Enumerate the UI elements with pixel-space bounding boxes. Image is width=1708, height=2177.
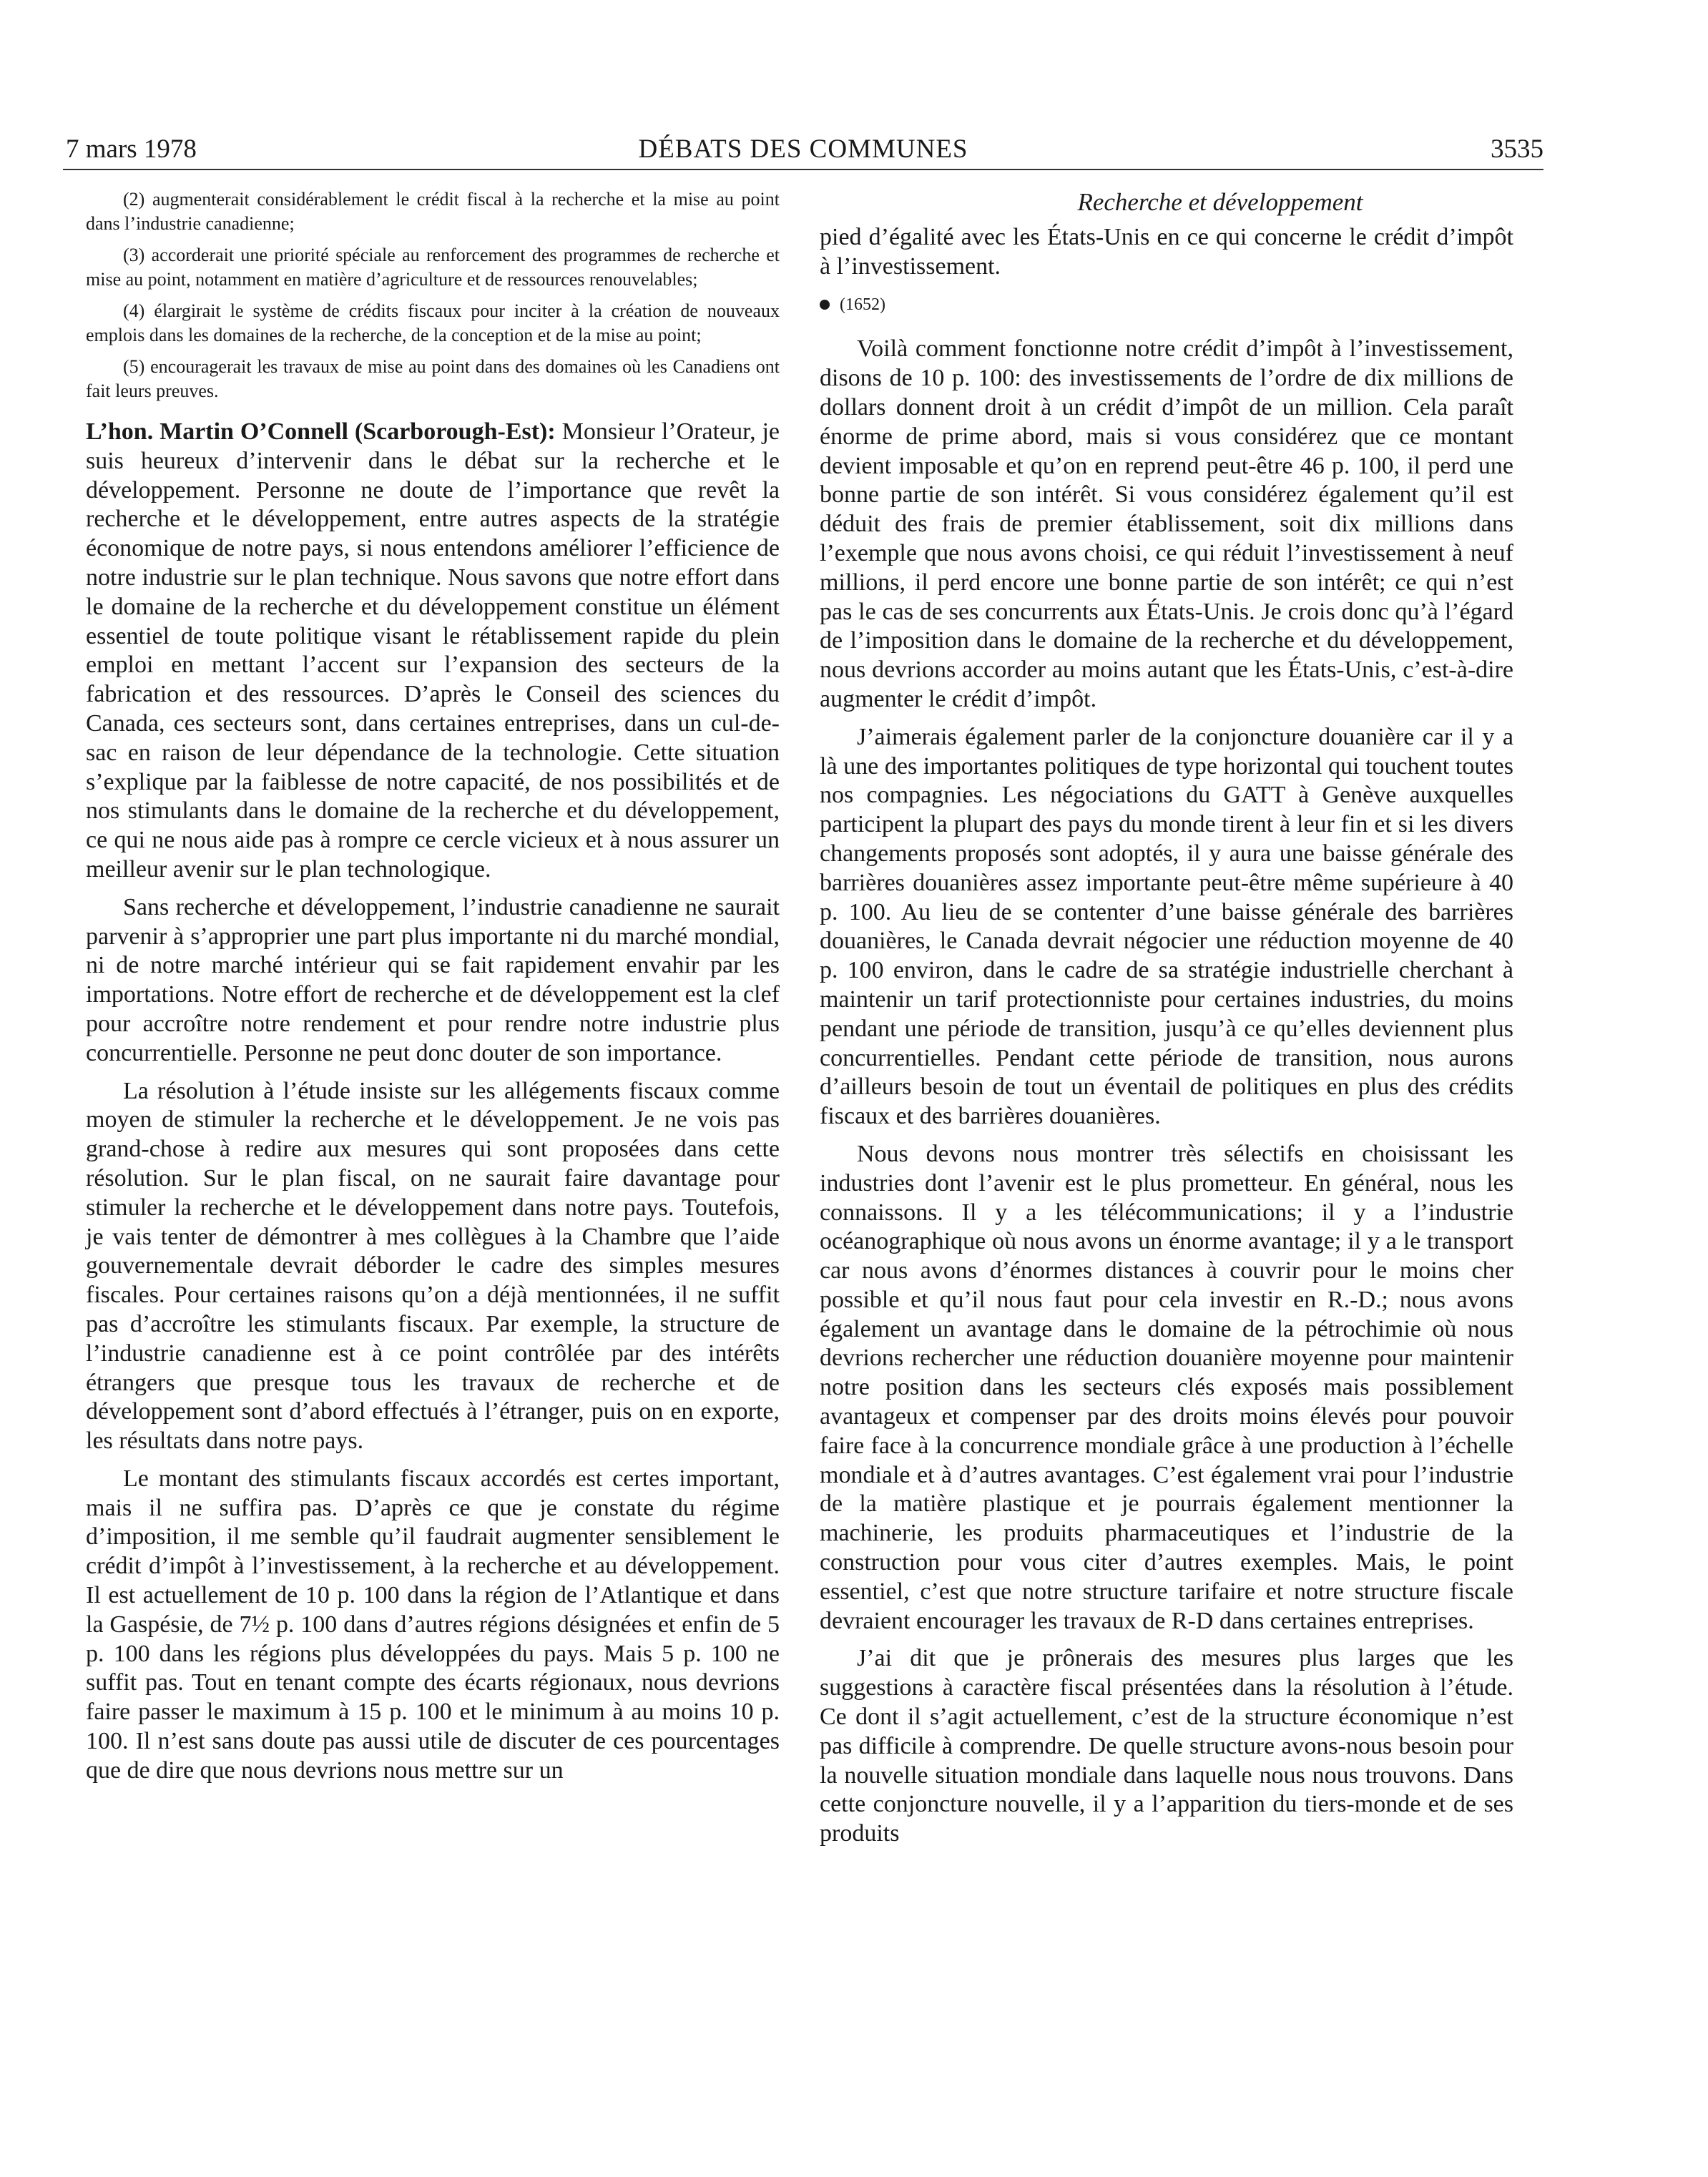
speech-left: [86, 418, 780, 1786]
speech-paragraph: J’aimerais également parler de la conjoncture douanière car il y a là une des importantes politiques de type horizontal qui touchent toutes nos compagnies. Les négociations du GATT à Genève auxquelles participent la plupart des pays du monde tirent à leur fin et si les divers changements proposés sont adoptés, il y aura une baisse générale des barrières douanières assez importante peut-être même supérieure à 40 p. 100. Au lieu de se contenter d’une baisse générale des barrières douanières, le Canada devrait négocier une réduction moyenne de 40 p. 100 environ, dans le cadre de sa stratégie industrielle cherchant à maintenir un tarif protectionniste pour certaines industries, du moins pendant une période de transition, jusqu’à ce qu’elles deviennent plus concurrentielles. Pendant cette période de transition, nous aurons d’ailleurs besoin de tout un éventail de politiques en plus des crédits fiscaux et des barrières douanières.: [820, 723, 1513, 1130]
speech-continuation: pied d’égalité avec les États-Unis en ce qui concerne le crédit d’impôt à l’investissement.: [820, 224, 1513, 280]
speech-right: [820, 223, 1513, 1849]
subject-heading: Recherche et développement: [1077, 188, 1363, 216]
speech-paragraph: Le montant des stimulants fiscaux accordés est certes important, mais il ne suffira pas. D’après ce que je constate du régime d’imposition, il me semble qu’il faudrait augmenter sensiblement le crédit d’impôt à l’investissement, à la recherche et au développement. Il est actuellement de 10 p. 100 dans la région de l’Atlantique et dans la Gaspésie, de 7½ p. 100 dans d’autres régions désignées et enfin de 5 p. 100 dans les régions plus développées du pays. Mais 5 p. 100 ne suffit pas. Tout en tenant compte des écarts régionaux, nous devrions faire passer le maximum à 15 p. 100 et le minimum à au moins 10 p. 100. Il n’est sans doute pas aussi utile de discuter de ces pourcentages que de dire que nous devrions nous mettre sur un: [86, 1465, 780, 1784]
page-number: 3535: [1491, 134, 1543, 164]
motion-item: (5) encouragerait les travaux de mise au point dans des domaines où les Canadiens ont fait leurs preuves.: [86, 356, 780, 401]
timestamp: [820, 290, 1513, 320]
speaker-name: L’hon. Martin O’Connell (Scarborough-Est):: [86, 418, 556, 445]
motion-list: [86, 187, 780, 403]
left-column: [86, 187, 780, 1794]
speech-paragraph: Nous devons nous montrer très sélectifs en choisissant les industries dont l’avenir est le plus prometteur. En général, nous les connaissons. Il y a les télécommunications; il y a l’industrie océanographique où nous avons un énorme avantage; il y a le transport car nous avons d’énormes distances à couvrir pour le moins cher possible et qu’il nous faut pour cela investir en R.-D.; nous avons également un avantage dans le domaine de la pétrochimie où nous devrions rechercher une réduction douanière moyenne pour maintenir notre position dans les secteurs clés exposés mais possiblement avantageux et compenser par des droits moins élevés pour pouvoir faire face à la concurrence mondiale grâce à une production à l’échelle mondiale et à d’autres avantages. C’est également vrai pour l’industrie de la matière plastique et je pourrais également mentionner la machinerie, les produits pharmaceutiques et l’industrie de la construction pour vous citer d’autres exemples. Mais, le point essentiel, c’est que notre structure tarifaire et notre structure fiscale devraient encourager les travaux de R-D dans certaines entreprises.: [820, 1140, 1513, 1634]
timestamp-text: (1652): [840, 295, 885, 314]
bullet-icon: [820, 300, 830, 310]
header-date: 7 mars 1978: [66, 134, 197, 164]
motion-item: (2) augmenterait considérablement le crédit fiscal à la recherche et la mise au point dans l’industrie canadienne;: [86, 189, 780, 234]
motion-item: (4) élargirait le système de crédits fiscaux pour inciter à la création de nouveaux emplois dans les domaines de la recherche, de la conception et de la mise au point;: [86, 300, 780, 345]
speech-paragraph: Sans recherche et développement, l’industrie canadienne ne saurait parvenir à s’approprier une part plus importante ni du marché mondial, ni de notre marché intérieur qui se fait rapidement envahir par les importations. Notre effort de recherche et de développement est la clef pour accroître notre rendement et pour rendre notre industrie plus concurrentielle. Personne ne peut donc douter de son importance.: [86, 893, 780, 1066]
speech-opening: Monsieur l’Orateur, je suis heureux d’intervenir dans le débat sur la recherche et le développement. Personne ne doute de l’importance que revêt la recherche et le développement, entre autres aspects de la stratégie économique de notre pays, si nous entendons améliorer l’efficience de notre industrie sur le plan technique. Nous savons que notre effort dans le domaine de la recherche et du développement constitue un élément essentiel de toute politique visant le rétablissement rapide du plein emploi en mettant l’accent sur l’expansion des secteurs de la fabrication et des ressources. D’après le Conseil des sciences du Canada, ces secteurs sont, dans certaines entreprises, dans un cul-de-sac en raison de leur dépendance de la technologie. Cette situation s’explique par la faiblesse de notre capacité, de nos possibilités et de nos stimulants dans le domaine de la recherche et du développement, ce qui ne nous aide pas à rompre ce cercle vicieux et à nous assurer un meilleur avenir sur le plan technologique.: [86, 418, 780, 883]
motion-item: (3) accorderait une priorité spéciale au renforcement des programmes de recherche et mise au point, notamment en matière d’agriculture et de ressources renouvelables;: [86, 245, 780, 290]
speech-paragraph: Voilà comment fonctionne notre crédit d’impôt à l’investissement, disons de 10 p. 100: des investissements de l’ordre de dix millions de dollars donnent droit à un crédit d’impôt de un million. Cela paraît énorme de prime abord, mais si vous considérez que ce montant devient imposable et qu’on en reprend peut-être 46 p. 100, il perd une bonne partie de son intérêt. Si vous considérez également qu’il est déduit des frais de premier établissement, soit dix millions dans l’exemple que nous avons choisi, ce qui réduit l’investissement à neuf millions, il perd encore une bonne partie de son intérêt; ce qui n’est pas le cas de ses concurrents aux États-Unis. Je crois donc qu’à l’égard de l’imposition dans le domaine de la recherche et du développement, nous devrions accorder au moins autant que les États-Unis, c’est-à-dire augmenter le crédit d’impôt.: [820, 335, 1513, 712]
speech-paragraph: J’ai dit que je prônerais des mesures plus larges que les suggestions à caractère fiscal présentées dans la résolution à l’étude. Ce dont il s’agit actuellement, c’est de la structure économique n’est pas difficile à comprendre. De quelle structure avons-nous besoin pour la nouvelle situation mondiale dans laquelle nous nous trouvons. Dans cette conjoncture nouvelle, il y a l’apparition du tiers-monde et de ses produits: [820, 1645, 1513, 1847]
speech-paragraph: La résolution à l’étude insiste sur les allégements fiscaux comme moyen de stimuler la recherche et le développement. Je ne vois pas grand-chose à redire aux mesures qui sont proposées dans cette résolution. Sur le plan fiscal, on ne saurait faire davantage pour stimuler la recherche et le développement dans notre pays. Toutefois, je vais tenter de démontrer à mes collègues à la Chambre que l’aide gouvernementale devrait déborder le cadre des simples mesures fiscales. Pour certaines raisons qu’on a déjà mentionnées, il ne suffit pas d’accroître les stimulants fiscaux. Par exemple, la structure de l’industrie canadienne est à ce point contrôlée par des intérêts étrangers que presque tous les travaux de recherche et de développement sont d’abord effectués à l’étranger, puis on en exporte, les résultats dans notre pays.: [86, 1077, 780, 1455]
right-column: [820, 187, 1513, 1857]
page-header: [63, 133, 1543, 170]
header-title: DÉBATS DES COMMUNES: [638, 134, 968, 164]
speech-paragraph: [86, 418, 780, 885]
